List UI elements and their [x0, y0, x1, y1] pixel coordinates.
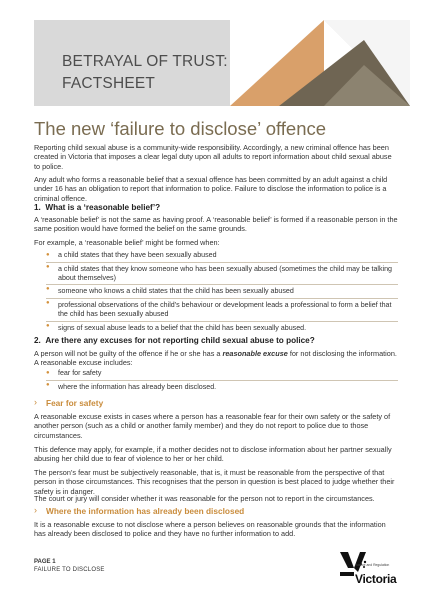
section-1-paragraph-2: For example, a ‘reasonable belief’ might be formed when:: [34, 238, 220, 247]
list-item: ● someone who knows a child states that the child has been sexually abused: [46, 284, 398, 296]
reasonable-excuse-emphasis: reasonable excuse: [222, 349, 288, 358]
text-run: A person will not be guilty of the offence if he or she has a: [34, 349, 223, 358]
fear-for-safety-heading: Fear for safety: [46, 398, 104, 408]
fear-paragraph-4: The court or jury will consider whether it was reasonable for the person not to report in the circumstances.: [34, 494, 375, 503]
fear-paragraph-1: A reasonable excuse exists in cases where a person has a reasonable fear for their own safety or the safety of another person (such as a child or another family member) and they do not report to police due to those circumstances.: [34, 412, 391, 440]
chevron-right-icon: ›: [34, 397, 37, 407]
header-band: [34, 20, 410, 106]
page-heading: The new ‘failure to disclose’ offence: [34, 118, 327, 139]
list-item: ● a child states that they know someone who has been sexually abused (sometimes the child may be talking about themselves): [46, 262, 398, 283]
section-1-paragraph-1: A ‘reasonable belief’ is not the same as having proof. A ‘reasonable belief’ is formed if a reasonable person in the same position would have formed the belief on the same grounds.: [34, 215, 398, 234]
title-line-2: FACTSHEET: [62, 75, 156, 92]
factsheet-title: [62, 51, 228, 95]
list-item: ● fear for safety: [46, 369, 398, 378]
list-item: ● professional observations of the child’s behaviour or development leads a professional to form a belief that the child has been sexually abused: [46, 298, 398, 319]
excuse-bullet-list: [46, 369, 398, 392]
page-number: PAGE 1: [34, 559, 56, 565]
fear-paragraph-3: The person’s fear must be subjectively reasonable, that is, it must be reasonable from the perspective of that person in those circumstances. This recognises that the person in question is best placed to judge whether their safety is in danger.: [34, 468, 395, 496]
department-name: Justice and Regulation: [355, 563, 390, 567]
list-item: ● where the information has already been disclosed.: [46, 380, 398, 392]
belief-bullet-list: [46, 251, 398, 333]
title-line-1: BETRAYAL OF TRUST:: [62, 53, 228, 70]
list-item: ● a child states that they have been sexually abused: [46, 251, 398, 260]
disclosed-paragraph-1: It is a reasonable excuse to not disclose where a person believes on reasonable grounds that the information has already been disclosed to police and they have no further information to add.: [34, 520, 386, 539]
section-2-paragraph-1: [34, 349, 398, 368]
footer-label: FAILURE TO DISCLOSE: [34, 567, 105, 573]
intro-paragraph-1: Reporting child sexual abuse is a community-wide responsibility. Accordingly, a new criminal offence has been created in Victoria that imposes a clear legal duty upon all adults to report information about child sexual abuse to police.: [34, 143, 392, 171]
victoria-logo-text: Victoria: [355, 572, 397, 586]
section-2-heading: 2. Are there any excuses for not reporting child sexual abuse to police?: [34, 336, 315, 345]
already-disclosed-heading: Where the information has already been disclosed: [46, 506, 245, 516]
text-run: for not disclosing the information. A reasonable excuse includes:: [34, 349, 397, 368]
section-1-heading: 1. What is a ‘reasonable belief’?: [34, 203, 161, 212]
fear-paragraph-2: This defence may apply, for example, if a mother decides not to disclose information about her partner sexually abusing her child due to fear of violence to her or her child.: [34, 445, 392, 464]
list-item: ● signs of sexual abuse leads to a belief that the child has been sexually abused.: [46, 321, 398, 333]
intro-paragraph-2: Any adult who forms a reasonable belief that a sexual offence has been committed by an adult against a child under 16 has an obligation to report that information to police. Failure to disclose the information to police is a criminal offence.: [34, 175, 388, 203]
chevron-right-icon: ›: [34, 505, 37, 515]
